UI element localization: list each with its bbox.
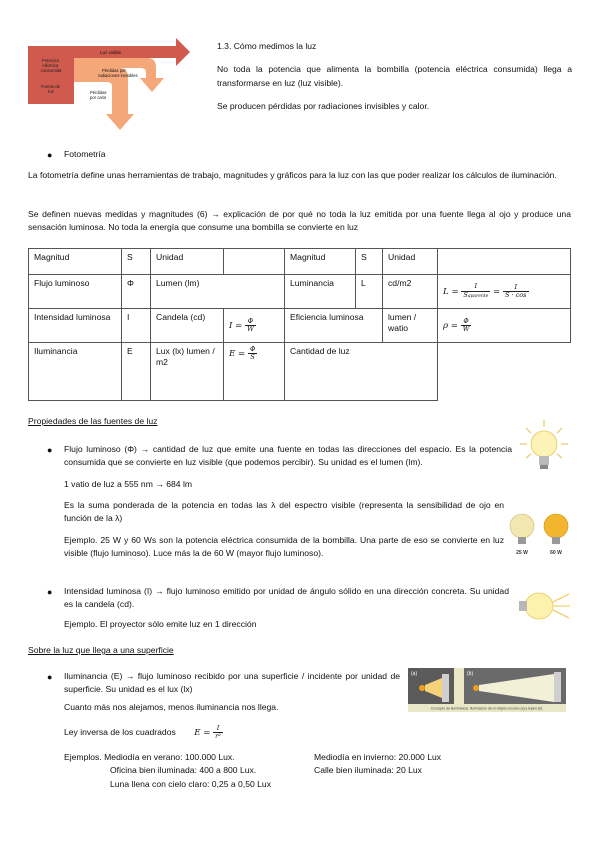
formula: I = $\frac{\Phi}{W}$ <box>229 316 254 333</box>
table-header-cell: Unidad <box>151 249 224 275</box>
fraction-den-sub: aparente <box>467 293 489 299</box>
table-cell: E <box>122 343 151 401</box>
fraction-den: S · cos <box>504 291 527 299</box>
table-row <box>29 343 571 401</box>
heat-loss-label-part: por calor <box>90 95 107 100</box>
section-title: 1.3. Cómo medimos la luz <box>217 41 317 51</box>
input-power-block <box>28 46 74 104</box>
table-cell: Cantidad de luz <box>285 343 438 401</box>
radiation-loss-label-part: Pérdidas por <box>102 68 126 73</box>
flujo-paragraph-2: 1 vatio de luz a 555 nm → 684 lm <box>64 478 193 489</box>
propiedades-heading: Propiedades de las fuentes de luz <box>28 416 158 426</box>
formula: E = $\frac{I}{\text{r²}}$ <box>194 724 221 741</box>
section-header-block <box>217 40 572 113</box>
section-paragraph-2: Se producen pérdidas por radiaciones invisibles y calor. <box>217 100 430 111</box>
bulb-60w-icon <box>544 514 568 538</box>
example-item: Calle bien iluminada: 20 Lux <box>314 765 422 776</box>
illuminance-figure <box>408 668 566 712</box>
fraction <box>248 346 257 361</box>
table-cell: Φ <box>122 275 151 309</box>
fraction <box>213 725 223 740</box>
table-header-row <box>29 249 571 275</box>
section-paragraph-1: No toda la potencia que alimenta la bombilla (potencia eléctrica consumida) llega a transformarse en luz (luz visible). <box>217 64 572 88</box>
fotometria-paragraph-2: Se definen nuevas medidas y magnitudes (6) → explicación de por qué no toda la luz emitida por una fuente llega al ojo y produce una sensación luminosa. No toda la energía que consume una bombilla se convierte en luz <box>28 209 571 233</box>
fraction-den: r² <box>215 732 221 741</box>
table-cell: I <box>122 309 151 343</box>
input-label-part: eléctrica <box>42 63 59 68</box>
bulb-25w-label: 25 W <box>516 550 528 556</box>
fraction-den: S <box>250 353 255 362</box>
law-label: Ley inversa de los cuadrados <box>64 727 176 738</box>
figure-a-label: (a) <box>411 671 418 677</box>
table-header-cell: Unidad <box>383 249 438 275</box>
formula-lhs: E <box>194 728 201 739</box>
fraction-num: Φ <box>249 345 256 353</box>
table-cell: Candela (cd) <box>151 309 224 343</box>
example-item: Oficina bien iluminada: 400 a 800 Lux. <box>110 765 257 776</box>
table-cell: Lux (lx) lumen / m2 <box>151 343 224 401</box>
fraction-den: W <box>247 325 254 333</box>
input-label-part: Potencia <box>42 58 59 63</box>
heat-loss-label-part: Pérdidas <box>90 90 107 95</box>
table-cell: Lumen (lm) <box>151 275 285 309</box>
table-cell: Intensidad luminosa <box>29 309 122 343</box>
table-cell: Flujo luminoso <box>29 275 122 309</box>
fraction-den: W <box>462 325 470 333</box>
table-empty-cell <box>438 249 571 275</box>
example-item: Mediodía en invierno: 20.000 Lux <box>314 752 442 762</box>
table-cell: cd/m2 <box>383 275 438 309</box>
fraction <box>503 284 529 299</box>
formula-lhs: I <box>229 321 233 331</box>
iluminancia-paragraph-1: Iluminancia (E) → flujo luminoso recibido por una superficie / incidente por unidad de superficie. Su unidad es el lux (lx) <box>64 671 400 695</box>
glowing-bulb-icon <box>518 418 570 480</box>
fraction <box>461 318 472 333</box>
table-row <box>29 309 571 343</box>
flujo-paragraph-1: Flujo luminoso (Φ) → cantidad de luz que emite una fuente en todas las direcciones del espacio. Es la potencia consumida que se convierte en luz visible (que podemos percibir). Su unidad es el lumen (lm). <box>64 444 512 468</box>
table-empty-cell <box>224 249 285 275</box>
flujo-paragraph-4: Ejemplo. 25 W y 60 Ws son la potencia eléctrica consumida de la bombilla. Una parte de eso se convierte en luz visible (flujo luminoso). Luce más la de 60 W (mayor flujo luminoso). <box>64 534 504 558</box>
table-cell: L <box>356 275 383 309</box>
visible-light-label: Luz visible <box>100 50 122 55</box>
bullet-dot: ● <box>47 587 53 597</box>
bulb-25w-icon <box>510 514 534 538</box>
table-row <box>29 275 571 309</box>
table-header-cell: S <box>356 249 383 275</box>
examples-left <box>64 751 309 791</box>
energy-flow-diagram <box>28 38 203 133</box>
luminancia-formula <box>438 275 571 309</box>
fotometria-paragraph-1: La fotometría define unas herramientas de trabajo, magnitudes y gráficos para la luz con las que poder realizar los cálculos de iluminación. <box>28 170 557 180</box>
formula: ρ = $\frac{\Phi}{W}$ <box>443 316 470 333</box>
source-label-part: Fuente de <box>40 84 61 89</box>
radiation-loss-label-part: radiaciones invisibles <box>98 73 138 78</box>
bulb-60w-label: 60 W <box>550 550 562 556</box>
fotometria-heading: Fotometría <box>64 149 106 159</box>
light-rays <box>553 594 570 618</box>
table-header-cell: S <box>122 249 151 275</box>
example-item: Luna llena con cielo claro: 0,25 a 0,50 Lux <box>110 778 272 789</box>
source-label-part: luz <box>48 89 54 94</box>
flujo-block <box>64 443 512 560</box>
superficie-heading: Sobre la luz que llega a una superficie <box>28 645 174 655</box>
fraction-num: Φ <box>461 318 472 326</box>
formula: E = $\frac{\Phi}{S}$ <box>229 345 256 362</box>
examples-label: Ejemplos. <box>64 752 102 762</box>
bullet-dot: ● <box>47 672 53 682</box>
table-cell: lumen / watio <box>383 309 438 343</box>
formula-lhs: L <box>443 287 449 297</box>
figure-caption: Concepto de iluminancia. Iluminación de un objeto cercano (a) y lejano (b). <box>430 706 544 711</box>
table-header-cell: Magnitud <box>285 249 356 275</box>
bullet-dot: ● <box>47 150 53 160</box>
intensidad-block <box>64 585 509 631</box>
table-empty-cell <box>438 343 571 401</box>
eficiencia-formula <box>438 309 571 343</box>
iluminancia-formula <box>224 343 285 401</box>
fraction-num: I <box>503 284 529 292</box>
fraction-num: I <box>461 283 490 291</box>
intensidad-paragraph-1: Intensidad luminosa (I) → flujo luminoso emitido por unidad de ángulo sólido en una dirección concreta. Su unidad es la candela (cd). <box>64 586 509 610</box>
input-label-part: consumida <box>40 68 62 73</box>
figure-b-label: (b) <box>467 671 474 677</box>
flujo-paragraph-3: Es la suma ponderada de la potencia en todas las λ del espectro visible (representa la sensibilidad de ojo en función de la λ) <box>64 499 504 524</box>
examples-right <box>314 751 554 778</box>
iluminancia-paragraph-2: Cuanto más nos alejamos, menos iluminancia nos llega. <box>64 701 279 712</box>
formula-lhs: ρ <box>443 321 449 331</box>
formula-lhs: E <box>229 349 236 360</box>
example-item: Mediodía en verano: 100.000 Lux. <box>104 752 235 762</box>
intensidad-paragraph-2: Ejemplo. El proyector sólo emite luz en 1 dirección <box>64 618 257 629</box>
table-header-cell: Magnitud <box>29 249 122 275</box>
intensidad-formula <box>224 309 285 343</box>
formula: L = $\frac{I}{\text{Saparente}}$ = $\frac{I}{S \cdot \cos}$ <box>443 282 527 299</box>
inverse-square-law <box>64 725 223 740</box>
fraction-num: Φ <box>245 318 256 326</box>
table-cell: Iluminancia <box>29 343 122 401</box>
fraction <box>245 318 256 333</box>
input-label <box>41 58 62 73</box>
iluminancia-block <box>64 670 400 714</box>
fraction-den <box>461 292 490 300</box>
table-cell: Eficiencia luminosa <box>285 309 383 343</box>
magnitudes-table <box>28 248 571 401</box>
heat-loss-label <box>90 90 108 100</box>
directional-bulb-icon <box>515 580 571 632</box>
fraction-den-main: S <box>463 290 468 299</box>
fraction <box>461 283 490 299</box>
table-cell: Luminancia <box>285 275 356 309</box>
radiation-loss-label <box>98 68 138 78</box>
example-line <box>64 751 309 764</box>
bullet-dot: ● <box>47 445 53 455</box>
bulbs-comparison-figure <box>508 508 572 560</box>
fraction-num: I <box>213 725 223 733</box>
